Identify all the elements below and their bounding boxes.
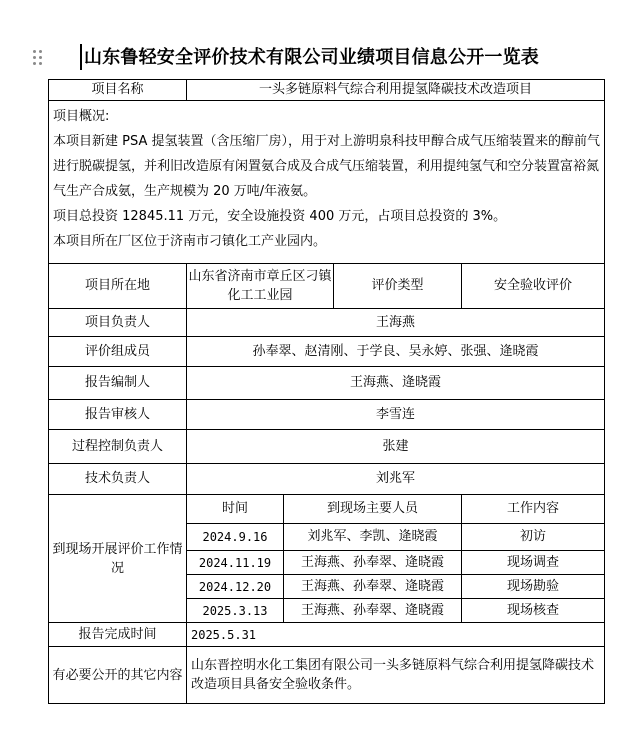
other-info-value: 山东晋控明水化工集团有限公司一头多链原料气综合利用提氢降碳技术改造项目具备安全验收条件。 [187, 647, 605, 704]
table-row [49, 101, 605, 264]
project-name-label: 项目名称 [49, 80, 187, 101]
visit-content: 现场调查 [462, 551, 605, 575]
site-visits-label: 到现场开展评价工作情况 [49, 495, 187, 623]
team-members-label: 评价组成员 [49, 337, 187, 367]
visit-personnel: 王海燕、孙奉翠、逄晓霞 [284, 599, 462, 623]
visit-time: 2025.3.13 [187, 599, 284, 623]
visit-content: 现场勘验 [462, 575, 605, 599]
project-leader-label: 项目负责人 [49, 309, 187, 337]
overview-paragraph: 本项目所在厂区位于济南市刁镇化工产业园内。 [53, 234, 327, 249]
visit-personnel: 刘兆军、李凯、逄晓霞 [284, 524, 462, 551]
table-row [49, 367, 605, 400]
visit-personnel: 王海燕、孙奉翠、逄晓霞 [284, 575, 462, 599]
table-row [49, 430, 605, 464]
table-row [49, 337, 605, 367]
technical-leader-label: 技术负责人 [49, 464, 187, 495]
table-row [49, 464, 605, 495]
completion-value: 2025.5.31 [187, 623, 605, 647]
visit-time: 2024.11.19 [187, 551, 284, 575]
report-author-label: 报告编制人 [49, 367, 187, 400]
other-info-label: 有必要公开的其它内容 [49, 647, 187, 704]
location-value: 山东省济南市章丘区刁镇化工工业园 [187, 264, 334, 309]
site-visits-header-personnel: 到现场主要人员 [284, 495, 462, 524]
overview-heading: 项目概况: [53, 109, 110, 124]
report-reviewer-value: 李雪连 [187, 400, 605, 430]
drag-handle-icon[interactable] [33, 50, 45, 70]
process-controller-value: 张建 [187, 430, 605, 464]
table-row [49, 495, 605, 524]
table-row [49, 623, 605, 647]
table-row [49, 309, 605, 337]
project-overview [49, 101, 605, 264]
process-controller-label: 过程控制负责人 [49, 430, 187, 464]
visit-time: 2024.12.20 [187, 575, 284, 599]
completion-label: 报告完成时间 [49, 623, 187, 647]
page-title: 山东鲁轻安全评价技术有限公司业绩项目信息公开一览表 [84, 47, 539, 68]
visit-content: 现场核查 [462, 599, 605, 623]
table-row [49, 264, 605, 309]
visit-time: 2024.9.16 [187, 524, 284, 551]
text-cursor [80, 44, 82, 70]
visit-content: 初访 [462, 524, 605, 551]
site-visits-header-content: 工作内容 [462, 495, 605, 524]
eval-type-value: 安全验收评价 [462, 264, 605, 309]
team-members-value: 孙奉翠、赵清刚、于学良、吴永婷、张强、逄晓霞 [187, 337, 605, 367]
info-table [48, 79, 605, 704]
project-name-value: 一头多链原料气综合利用提氢降碳技术改造项目 [187, 80, 605, 101]
location-label: 项目所在地 [49, 264, 187, 309]
overview-paragraph: 项目总投资 12845.11 万元，安全设施投资 400 万元，占项目总投资的 3%。 [53, 209, 507, 224]
table-row [49, 647, 605, 704]
technical-leader-value: 刘兆军 [187, 464, 605, 495]
table-row [49, 80, 605, 101]
report-reviewer-label: 报告审核人 [49, 400, 187, 430]
project-leader-value: 王海燕 [187, 309, 605, 337]
site-visits-header-time: 时间 [187, 495, 284, 524]
overview-paragraph: 本项目新建 PSA 提氢装置（含压缩厂房），用于对上游明泉科技甲醇合成气压缩装置来的醇前气进行脱碳提氢，并利旧改造原有闲置氨合成及合成气压缩装置，利用提纯氢气和空分装置富裕氮气生产合成氨，生产规模为 20 万吨/年液氨。 [53, 134, 600, 199]
eval-type-label: 评价类型 [334, 264, 462, 309]
report-author-value: 王海燕、逄晓霞 [187, 367, 605, 400]
table-row [49, 400, 605, 430]
visit-personnel: 王海燕、孙奉翠、逄晓霞 [284, 551, 462, 575]
